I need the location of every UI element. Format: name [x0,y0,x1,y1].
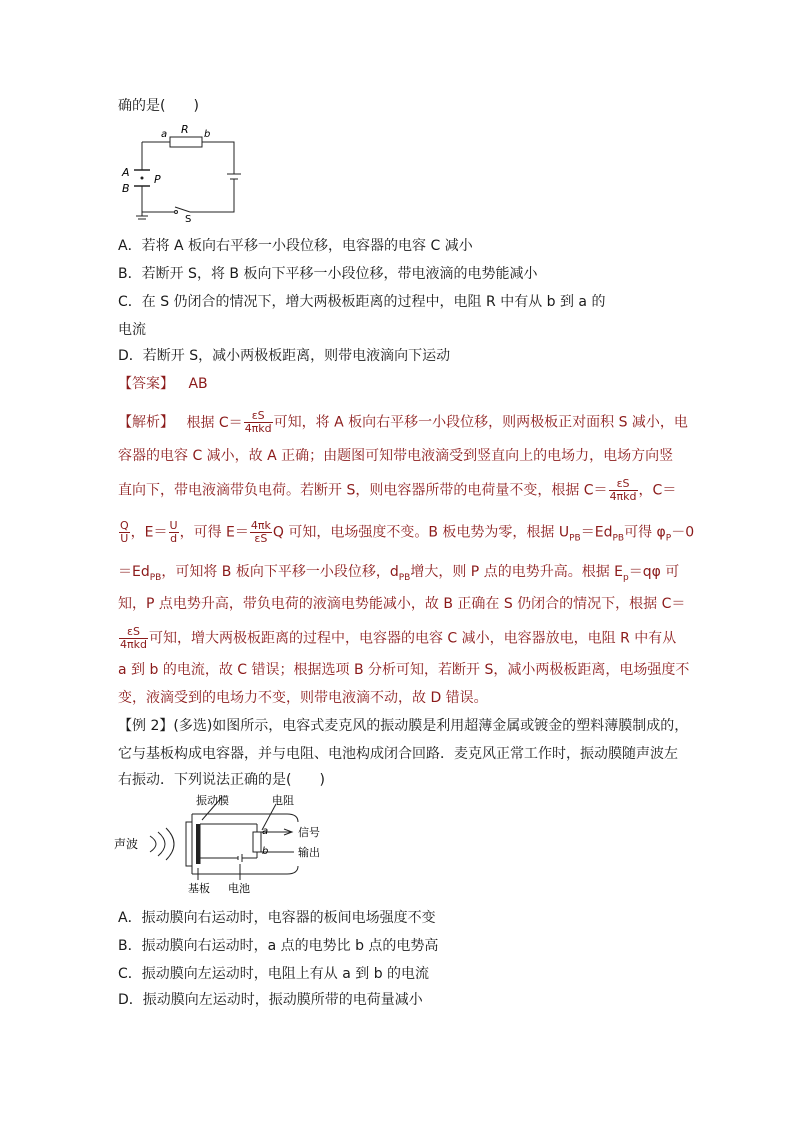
analysis-line-9: 变，液滴受到的电场力不变，则带电液滴不动，故 D 错误。 [118,690,488,706]
q1-stem-tail: 确的是( ) [118,98,199,114]
label-A: A [122,166,130,179]
label-S: S [185,214,192,222]
q2-option-d: D．振动膜向左运动时，振动膜所带的电荷量减小 [118,992,423,1008]
answer-value: AB [188,376,208,392]
analysis-line-2: 容器的电容 C 减小，故 A 正确；由题图可知带电液滴受到竖直向上的电场力，电场方向竖 [118,448,674,464]
label-membrane: 振动膜 [196,794,229,807]
answer-label: 【答案】 [118,376,174,392]
q1-option-a: A．若将 A 板向右平移一小段位移，电容器的电容 C 减小 [118,238,473,254]
analysis-line-8: a 到 b 的电流，故 C 错误；根据选项 B 分析可知，若断开 S，减小两极板距离，电场强度不 [118,662,690,678]
analysis-line-6: 知，P 点电势升高，带负电荷的液滴电势能减小，故 B 正确在 S 仍闭合的情况下，根据 C＝ [118,596,686,612]
label-battery: 电池 [228,882,250,895]
analysis-line-1: 【解析】 根据 C＝ $\frac{\varepsilon S}{\text{4πkd}}$ 可知，将 A 板向右平移一小段位移，则两极板正对面积 S 减小，电 [118,409,688,435]
q1-option-d: D．若断开 S，减小两极板距离，则带电液滴向下运动 [118,348,451,364]
q2-stem-line-2: 它与基板构成电容器，并与电阻、电池构成闭合回路．麦克风正常工作时，振动膜随声波左 [118,746,678,762]
label-output: 输出 [298,846,320,859]
label-R: R [181,123,189,136]
label-signal: 信号 [298,826,320,839]
q2-microphone-diagram [112,794,372,898]
q1-circuit-diagram [112,122,252,222]
label-P: P [154,173,161,186]
q2-option-c: C．振动膜向左运动时，电阻上有从 a 到 b 的电流 [118,966,430,982]
label-B: B [122,182,130,195]
q2-option-a: A．振动膜向右运动时，电容器的板间电场强度不变 [118,910,436,926]
analysis-label: 【解析】 [118,414,174,431]
label-sound: 声波 [114,837,139,851]
q2-option-b: B．振动膜向右运动时，a 点的电势比 b 点的电势高 [118,938,439,954]
label-a: a [161,129,168,140]
q1-option-b: B．若断开 S，将 B 板向下平移一小段位移，带电液滴的电势能减小 [118,266,538,282]
q1-answer [118,374,208,394]
q1-option-c: C．在 S 仍闭合的情况下，增大两极板距离的过程中，电阻 R 中有从 b 到 a 的 [118,294,606,310]
analysis-line-4: $\frac{Q}{U}$ ，E＝ $\frac{U}{d}$ ，可得 E＝ $\frac{4\pi k}{\varepsilon S}$ Q 可知，电场强度不变。B 板电势为零，根据 $U_{PB}=Ed_{PB}$可得 $\varphi_P-0$ [120,519,695,545]
label-node-b: b [262,846,269,857]
analysis-line-5: $=Ed_{PB}$，可知将 B 板向下平移一小段位移，$d_{PB}$增大，则 P 点的电势升高。根据 $E_p=q\varphi$ 可 [118,564,680,583]
q1-option-c-cont: 电流 [118,322,146,338]
q2-stem-line-1: 【例 2】(多选)如图所示，电容式麦克风的振动膜是利用超薄金属或镀金的塑料薄膜制成的， [118,718,689,734]
label-base: 基板 [188,882,210,895]
label-node-a: a [262,826,269,837]
q2-stem-line-3: 右振动．下列说法正确的是( ) [118,772,325,788]
label-b: b [204,129,211,140]
capacitance-fraction: $\frac{\varepsilon S}{\text{4πkd}}$ [244,409,272,435]
label-resistor: 电阻 [272,794,294,807]
analysis-line-7: $\frac{\varepsilon S}{\text{4πkd}}$ 可知，增大两极板距离的过程中，电容器的电容 C 减小，电容器放电，电阻 R 中有从 [120,625,677,651]
analysis-line-3: 直向下，带电液滴带负电荷。若断开 S，则电容器所带的电荷量不变，根据 C＝ $\frac{\varepsilon S}{\text{4πkd}}$ ，C＝ [118,477,677,503]
